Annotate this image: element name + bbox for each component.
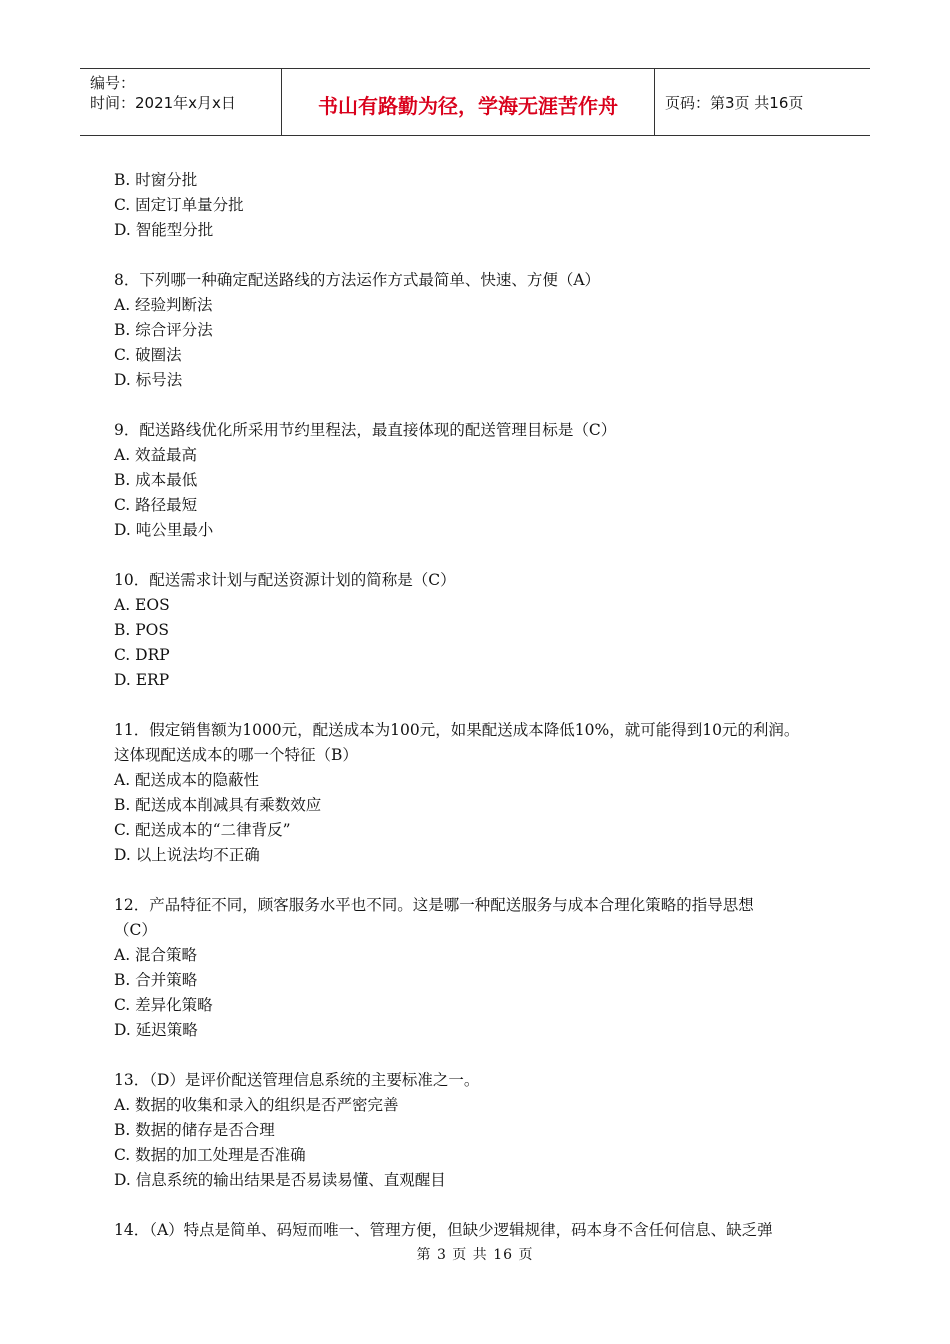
- question-stem: 8．下列哪一种确定配送路线的方法运作方式最简单、快速、方便（A）: [114, 271, 601, 289]
- option: D. 标号法: [114, 371, 183, 389]
- question-stem-continued: 这体现配送成本的哪一个特征（B）: [114, 746, 358, 764]
- page-header: [80, 68, 870, 136]
- option: C. DRP: [114, 646, 170, 664]
- question-14: [114, 1218, 854, 1243]
- question-9: [114, 418, 854, 543]
- option: A. 效益最高: [114, 446, 198, 464]
- question-stem: 10．配送需求计划与配送资源计划的简称是（C）: [114, 571, 456, 589]
- question-10: [114, 568, 854, 693]
- question-8: [114, 268, 854, 393]
- header-number: 编号：: [90, 74, 136, 92]
- option: A. 数据的收集和录入的组织是否严密完善: [114, 1096, 399, 1114]
- question-stem: 12．产品特征不同，顾客服务水平也不同。这是哪一种配送服务与成本合理化策略的指导思想: [114, 896, 754, 914]
- option: D. 吨公里最小: [114, 521, 214, 539]
- question-stem: 11．假定销售额为1000元，配送成本为100元，如果配送成本降低10%，就可能得到10元的利润。: [114, 721, 800, 739]
- option: B. 数据的储存是否合理: [114, 1121, 275, 1139]
- option: A. 混合策略: [114, 946, 198, 964]
- page-footer: 第 3 页 共 16 页: [416, 1247, 534, 1263]
- option: B. 时窗分批: [114, 171, 198, 189]
- option: C. 配送成本的“二律背反”: [114, 821, 291, 839]
- document-body: [114, 168, 854, 1268]
- option: D. 信息系统的输出结果是否易读易懂、直观醒目: [114, 1171, 446, 1189]
- option: B. 成本最低: [114, 471, 198, 489]
- question-11: [114, 718, 854, 868]
- question-stem-continued: （C）: [114, 921, 157, 939]
- question-stem: 14．（A）特点是简单、码短而唯一、管理方便，但缺少逻辑规律，码本身不含任何信息、缺乏弹: [114, 1221, 773, 1239]
- option: B. POS: [114, 621, 169, 639]
- question-7-continued: [114, 168, 854, 243]
- header-date: 时间：2021年x月x日: [90, 94, 236, 112]
- question-stem: 9．配送路线优化所采用节约里程法，最直接体现的配送管理目标是（C）: [114, 421, 617, 439]
- header-meta: [80, 69, 282, 135]
- option: A. 配送成本的隐蔽性: [114, 771, 260, 789]
- question-12: [114, 893, 854, 1043]
- header-page-number: 页码：第3页 共16页: [665, 93, 804, 112]
- option: C. 固定订单量分批: [114, 196, 244, 214]
- option: A. 经验判断法: [114, 296, 213, 314]
- option: B. 合并策略: [114, 971, 198, 989]
- option: D. ERP: [114, 671, 170, 689]
- option: C. 路径最短: [114, 496, 198, 514]
- question-stem: 13．（D）是评价配送管理信息系统的主要标准之一。: [114, 1071, 480, 1089]
- option: B. 综合评分法: [114, 321, 213, 339]
- option: C. 差异化策略: [114, 996, 213, 1014]
- option: C. 破圈法: [114, 346, 182, 364]
- question-13: [114, 1068, 854, 1193]
- option: B. 配送成本削减具有乘数效应: [114, 796, 322, 814]
- option: A. EOS: [114, 596, 170, 614]
- header-motto: 书山有路勤为径，学海无涯苦作舟: [282, 69, 655, 135]
- option: C. 数据的加工处理是否准确: [114, 1146, 306, 1164]
- option: D. 延迟策略: [114, 1021, 198, 1039]
- option: D. 智能型分批: [114, 221, 214, 239]
- option: D. 以上说法均不正确: [114, 846, 260, 864]
